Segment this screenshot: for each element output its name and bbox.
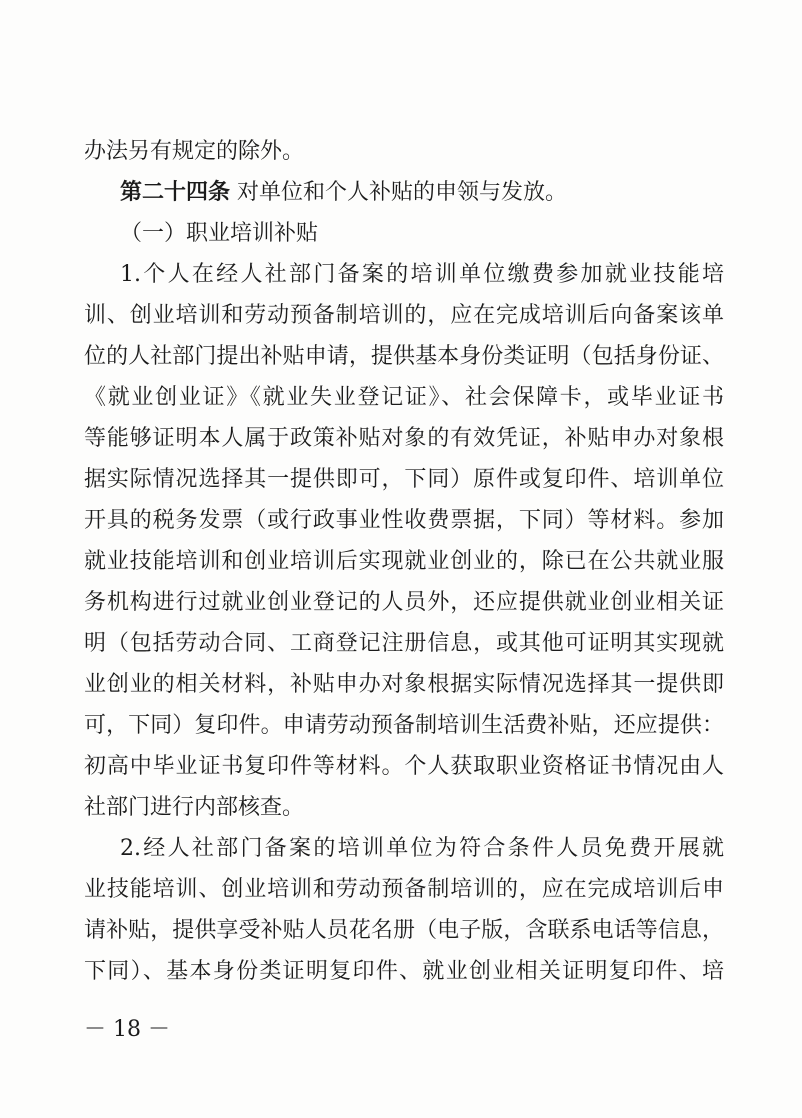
paragraph-line: 明（包括劳动合同、工商登记注册信息，或其他可证明其实现就 [84, 631, 724, 656]
paragraph-line: 2.经人社部门备案的培训单位为符合条件人员免费开展就 [120, 836, 724, 861]
article-heading-line [120, 172, 724, 212]
paragraph-line: 就业技能培训和创业培训后实现就业创业的，除已在公共就业服 [84, 549, 724, 574]
paragraph-line: 训、创业培训和劳动预备制培训的，应在完成培训后向备案该单 [84, 303, 724, 328]
paragraph-line: 业创业的相关材料，补贴申办对象根据实际情况选择其一提供即 [84, 672, 724, 697]
paragraph-line: 开具的税务发票（或行政事业性收费票据，下同）等材料。参加 [84, 508, 724, 533]
paragraph-line: 1.个人在经人社部门备案的培训单位缴费参加就业技能培 [120, 262, 724, 287]
paragraph-line: 据实际情况选择其一提供即可，下同）原件或复印件、培训单位 [84, 467, 724, 492]
paragraph-line: 位的人社部门提出补贴申请，提供基本身份类证明（包括身份证、 [84, 344, 724, 369]
paragraph-line: 务机构进行过就业创业登记的人员外，还应提供就业创业相关证 [84, 590, 724, 615]
paragraph-line: 办法另有规定的除外。 [84, 139, 305, 164]
article-title: 对单位和个人补贴的申领与发放。 [237, 180, 568, 205]
paragraph-line: 《就业创业证》《就业失业登记证》、社会保障卡，或毕业证书 [84, 385, 724, 410]
paragraph-line: 社部门进行内部核查。 [84, 795, 305, 820]
paragraph-line: 业技能培训、创业培训和劳动预备制培训的，应在完成培训后申 [84, 877, 724, 902]
paragraph-line: 请补贴，提供享受补贴人员花名册（电子版，含联系电话等信息， [84, 918, 724, 943]
paragraph-line: 下同）、基本身份类证明复印件、就业创业相关证明复印件、培 [84, 959, 724, 984]
page-number: － 18 － [84, 1017, 170, 1042]
paragraph-line: 可，下同）复印件。申请劳动预备制培训生活费补贴，还应提供： [84, 713, 724, 738]
article-number: 第二十四条 [120, 179, 231, 205]
paragraph-line: 等能够证明本人属于政策补贴对象的有效凭证，补贴申办对象根 [84, 426, 724, 451]
paragraph-line: 初高中毕业证书复印件等材料。个人获取职业资格证书情况由人 [84, 754, 724, 779]
section-heading: （一）职业培训补贴 [120, 221, 319, 246]
